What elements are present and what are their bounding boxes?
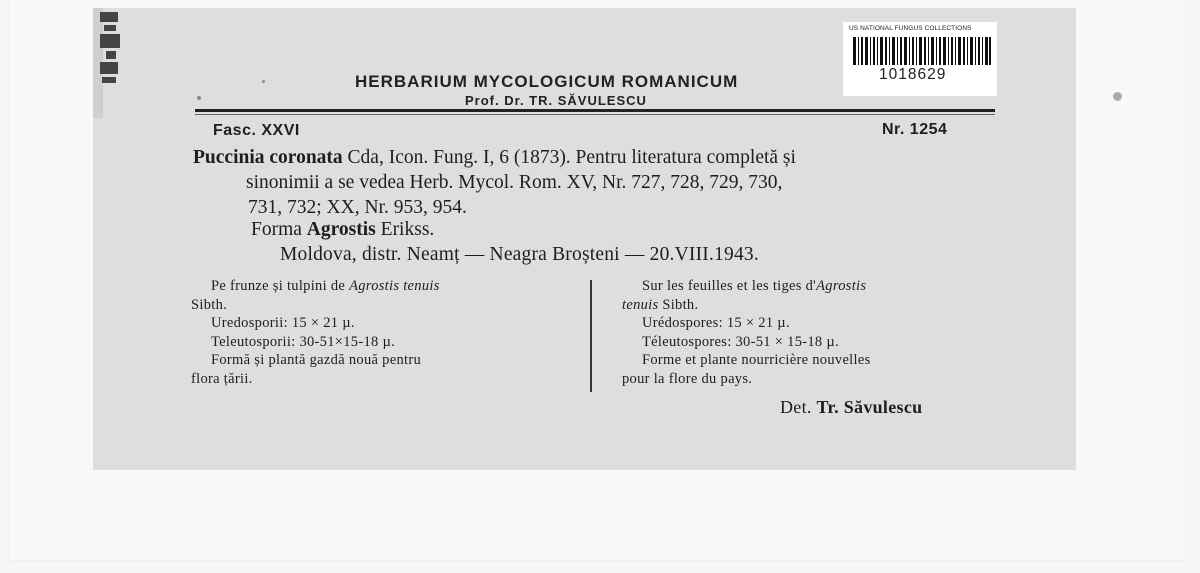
corner-stamp-mark <box>100 12 122 104</box>
herbarium-editor: Prof. Dr. TR. SĂVULESCU <box>465 93 647 108</box>
determiner <box>780 397 922 418</box>
fascicle-number: Fasc. XXVI <box>213 122 300 139</box>
barcode-number: 1018629 <box>879 66 947 83</box>
fr-host-line <box>622 277 1012 296</box>
fr-host-line-2 <box>622 296 1012 315</box>
barcode-icon <box>853 37 991 65</box>
determiner-name: Tr. Săvulescu <box>816 397 923 417</box>
romanian-notes <box>191 277 571 388</box>
column-divider <box>590 280 592 392</box>
speck <box>262 80 265 83</box>
french-notes <box>622 277 1012 388</box>
determiner-prefix: Det. <box>780 397 817 417</box>
ro-host-prefix: Pe frunze și tulpini de <box>211 278 350 294</box>
ro-host-line <box>191 277 571 296</box>
fr-host-genus: Agrostis <box>816 278 867 294</box>
speck <box>197 96 201 100</box>
forma-author: Erikss. <box>375 219 435 240</box>
fr-host-author: Sibth. <box>658 296 699 313</box>
fr-note-line-1: Forme et plante nourricière nouvelles <box>642 352 871 368</box>
ro-note-line-2: flora țării. <box>191 370 253 387</box>
header-rule <box>195 109 995 112</box>
fr-uredospores: Urédospores: 15 × 21 µ. <box>642 315 790 331</box>
ro-host-author: Sibth. <box>191 296 228 313</box>
forma-prefix: Forma <box>251 219 307 240</box>
ro-note-line-1: Formă și plantă gazdă nouă pentru <box>211 352 422 368</box>
fr-note-line-2: pour la flore du pays. <box>622 370 753 387</box>
taxon-citation <box>193 145 1013 220</box>
forma-line <box>251 219 434 241</box>
fr-host-species: tenuis <box>622 296 659 313</box>
fr-host-prefix: Sur les feuilles et les tiges d' <box>642 278 817 294</box>
ro-uredospores: Uredosporii: 15 × 21 µ. <box>211 315 355 331</box>
speck <box>1113 92 1122 101</box>
citation-line-3: 731, 732; XX, Nr. 953, 954. <box>248 197 467 218</box>
herbarium-title: HERBARIUM MYCOLOGICUM ROMANICUM <box>355 72 739 91</box>
collection-locality: Moldova, distr. Neamț — Neagra Broșteni — 20.VIII.1943. <box>280 244 759 265</box>
barcode-institution: US NATIONAL FUNGUS COLLECTIONS <box>849 25 972 32</box>
ro-host-name: Agrostis tenuis <box>349 278 440 294</box>
forma-name: Agrostis <box>306 219 376 240</box>
fr-teleutospores: Téleutospores: 30-51 × 15-18 µ. <box>642 333 839 350</box>
citation-line-1: Cda, Icon. Fung. I, 6 (1873). Pentru literatura completă și <box>342 147 796 168</box>
specimen-number: Nr. 1254 <box>882 121 948 138</box>
citation-line-2: sinonimii a se vedea Herb. Mycol. Rom. XV, Nr. 727, 728, 729, 730, <box>246 172 783 193</box>
header-rule-thin <box>195 114 995 115</box>
ro-teleutospores: Teleutosporii: 30-51×15-18 µ. <box>211 333 396 350</box>
taxon-name: Puccinia coronata <box>193 147 343 168</box>
